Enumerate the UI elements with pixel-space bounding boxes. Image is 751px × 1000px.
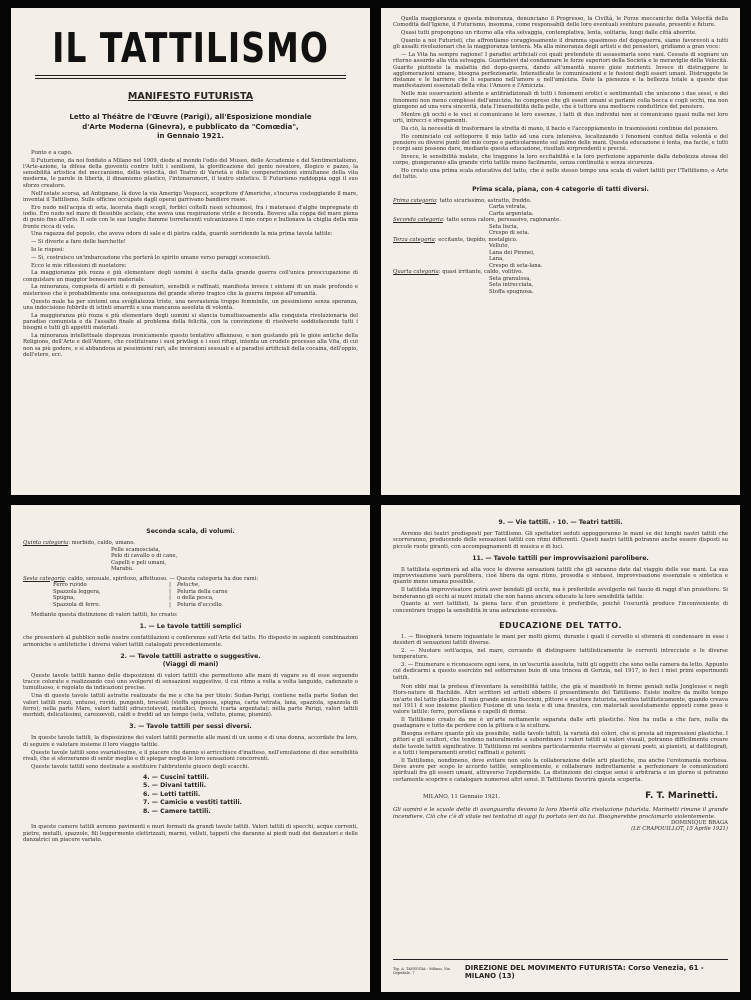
footnote-quote: Gli uomini e le scuole dette di avanguardia devono la loro libertà alla rivoluzione futurista. Marinetti rimane il grande incendiere. Ciò che c'è di vitale nei tentativi di oggi fu portato ieri da lui. Bisognerebbe proclamarlo violentemente. bbox=[393, 807, 728, 820]
paragraph: Bisogna evitare quanto più sia possibile, nelle tavole tattili, la varietà dei colori, che si presta ad impressioni plastiche. I pittori e gli scultori, che tendono naturalmente a subordinare i valori tattili ai valori visuali, potranno difficilmente creare delle tavole tattili significative. Il Tattilismo mi sembra particolarmente riservato ai giovani poeti, ai pianisti, ai dattilografi, e a tutti i temperamenti erotici raffinati e potenti. bbox=[393, 731, 728, 757]
section-heading: 3. — Tavole tattili per sessi diversi. bbox=[129, 723, 252, 731]
paragraph: Nelle mie osservazioni attente e antitradizionali di tutti i fenomeni erotici e sentimentali che uniscono i due sessi, e dei fenomeni non meno complessi dell'amicizia, ho compreso che gli esseri umani si parlano colla bocca e cogli occhi, ma non giungono ad una vera sincerità, data l'insensibilità della pelle, che è tuttora una mediocre conduttrice del pensiero. bbox=[393, 91, 728, 110]
section-heading: Seconda scala, di volumi. bbox=[146, 528, 235, 535]
manifesto-title: IL TATTILISMO bbox=[52, 23, 329, 72]
category-text: : tatto sicurissimo, astratto, freddo. bbox=[436, 197, 532, 204]
paragraph: Mediante questa distinzione di valori tattili, ho creato: bbox=[31, 612, 178, 618]
list-item: Carta argentata. bbox=[489, 210, 534, 217]
paragraph: Il tattilista esprimerà ad alta voce le diverse sensazioni tattili che gli saranno date dal viaggio delle sue mani. La sua improvvisazione sarà parolibera, cioè libera da ogni ritmo, prosodia e sintassi, improvvisazione essenziale e sintetica e quanto meno umana possibile. bbox=[393, 566, 728, 586]
section-heading: 2. — Tavole tattili astratte o suggestive. bbox=[120, 652, 261, 660]
list-item: Pelle scamosciata, bbox=[111, 546, 161, 553]
brace-divider: | | | | bbox=[169, 582, 171, 608]
list-item: Crespo di seta. bbox=[489, 230, 530, 237]
printer-credit: Tip. A. TAVEGGIA - Milano, Via Ospedale, 7 bbox=[393, 967, 450, 975]
quote: Io le risposi: bbox=[31, 246, 65, 253]
paragraph: La minoranza, composta di artisti e di pensatori, sensibili e raffinati, manifesta invece i sintomi di un male profondo e misterioso che è probabilmente una conseguenza del grande sforzo tragico che la guerra impose all'umanità. bbox=[23, 284, 358, 297]
list-item: Crespo di seta-lana. bbox=[489, 262, 543, 269]
paragraph: Il Tattilismo creato da me è un'arte nettamente separata dalle arti plastiche. Non ha nulla a che fare, nulla da guadagnare e tutto da perdere con la pittura o la scultura. bbox=[393, 717, 728, 730]
list-item: Stoffa spugnosa. bbox=[489, 288, 534, 295]
category-label: Prima categoria bbox=[393, 197, 437, 204]
page-4 bbox=[381, 505, 740, 992]
category-label: Quarta categoria bbox=[393, 269, 439, 276]
paragraph: 1. — Bisognerà tenere inguantate le mani per molti giorni, durante i quali il cervello si sforzerà di condensare in esse i desideri di sensazioni tattili diverse. bbox=[393, 633, 728, 647]
paragraph: 3. — Enumerare e riconoscere ogni sera, in un'oscurità assoluta, tutti gli oggetti che sono nella camera da letto. Appunto col dedicarmi a questo esercizio nel sotterraneo buio di una trincea di Gorizia, nel 1917, io feci i miei primi esperimenti tattili. bbox=[393, 662, 728, 681]
list-item: Peluche, bbox=[177, 582, 200, 588]
list-item: Seta liscia, bbox=[489, 223, 519, 230]
list-item: Ferro ruvido bbox=[53, 582, 87, 588]
category-label: Quinta categoria bbox=[23, 540, 69, 546]
footnote-source: (LE CRAPOUILLOT, 15 Aprile 1921) bbox=[631, 826, 728, 833]
paragraph: 2. — Nuotare sott'acqua, nel mare, cercando di distinguere tattilisticamente le correnti intrecciate e le diverse temperature. bbox=[393, 648, 728, 661]
list-item: Lana, bbox=[489, 256, 504, 263]
list-item: Seta intrecciata, bbox=[489, 282, 534, 289]
category-5-items bbox=[23, 547, 358, 573]
paragraph: Queste tavole tattili sono svariatissime, e il piacere che danno si arricchisce d'inatteso, nell'emulazione di due sensibilità rivali, che si sforzeranno di sentir meglio e di spiegar meglio le loro sensazioni concorrenti. bbox=[23, 749, 358, 762]
publication-line-1: Letto al Théâtre de l'Œuvre (Parigi), all'Esposizione mondiale bbox=[69, 113, 312, 121]
paragraph: Il Futurismo, da noi fondato a Milano nel 1909, diede al mondo l'odio del Museo, delle Accademie e del Sentimentalismo, l'Arte-azione, la difesa della gioventù contro tutti i senilismi, la glorificazione del genio novatore, illogico e pazzo, la sensibilità artistica del meccanismo, della velocità, del Teatro di Varietà e delle compenetrazioni simultanee della vita moderna, le parole in libertà, il dinamismo plastico, l'intonarumori, il teatro sintetico. Il Futurismo raddoppia oggi il suo sforzo creatore. bbox=[23, 157, 358, 189]
category-label: Seconda categoria bbox=[393, 217, 443, 224]
category-3-items bbox=[393, 243, 728, 269]
list-item: Spazzola leggera, bbox=[53, 588, 101, 595]
branch-left bbox=[53, 582, 163, 608]
paragraph: In queste tavole tattili, la disposizione dei valori tattili permette alle mani di un uomo e di una donna, accordate fra loro, di seguire e valutare insieme il loro viaggio tattile. bbox=[23, 735, 358, 748]
quote: — Si diverte a fare delle barchette! bbox=[31, 239, 126, 246]
category-label: Terza categoria bbox=[393, 236, 435, 243]
signature-date: MILANO, 11 Gennaio 1921. bbox=[423, 794, 501, 800]
list-item: 4. — Cuscini tattili. bbox=[143, 773, 210, 781]
publication-line-3: in Gennaio 1921. bbox=[157, 132, 224, 141]
page-3 bbox=[11, 505, 370, 992]
paragraph: La maggioranza più rozza e più elementare degli uomini si slancia tumultuosamente alla conquista rivoluzionaria del paradiso comunista e dà l'assalto finale al problema della felicità, con la convinzione di risolverlo soddisfacendo tutti i bisogni e tutti gli appetiti materiali. bbox=[23, 312, 358, 332]
list-item: Capelli e peli umani, bbox=[111, 559, 167, 566]
list-item: Marabù. bbox=[111, 566, 134, 572]
paragraph: Una di queste tavole tattili astratte realizzate da me e che ha per titolo: Sudan-Parigi, contiene nella parte Sudan dei valori tattili rozzi, untuosi, ruvidi, pungenti, bruciati (stoffa spugnosa, spugna, carta vetrata, lana, spazzola, spazzola di ferro); nella parte Mare, valori tattili sdrucciolevoli, metallici, freschi (carta argentata); nella parte Parigi, valori tattili morbidi, delicatissimi, carezzevoli, caldi e freddi ad un tempo (seta, velluto, piume, piumini). bbox=[23, 693, 358, 719]
movement-address: DIREZIONE DEL MOVIMENTO FUTURISTA: Corso Venezia, 61 - MILANO (13) bbox=[464, 964, 704, 980]
paragraph: Ho creato una prima scala educativa del tatto, che è nello stesso tempo una scala di valori tattili per l'Tattilismo, o Arte del tatto. bbox=[393, 168, 728, 181]
education-heading: EDUCAZIONE DEL TATTO. bbox=[499, 620, 622, 630]
list-item: Spugna, bbox=[53, 595, 76, 601]
paragraph: Il tattilista improvvisatore potrà aver bendati gli occhi, ma è preferibile avvolgerlo nel fascio di raggi d'un proiettore. Si benderanno gli occhi ai nuovi iniziati che non hanno ancora educato la loro sensibilità tattile. bbox=[393, 587, 728, 600]
list-item: 6. — Letti tattili. bbox=[143, 790, 201, 798]
category-text: : morbido, caldo, umano. bbox=[68, 540, 135, 546]
manifesto-subtitle: MANIFESTO FUTURISTA bbox=[127, 91, 254, 102]
paragraph: Ecco le mie riflessioni di nuotatore: bbox=[31, 262, 127, 269]
list-item: 5. — Divani tattili. bbox=[143, 782, 207, 790]
list-item: Seta granulosa, bbox=[489, 275, 532, 282]
title-rule bbox=[35, 75, 346, 76]
paragraph: Quanto a noi Futuristi, che affrontiamo coraggiosamente il dramma spasimoso del dopoguerra, siamo favorevoli a tutti gli assalti rivoluzionari che la maggioranza tenterà. Ma alla minoranza degli artisti e dei pensatori, gridiamo a gran voce: bbox=[393, 37, 728, 51]
paragraph: Queste tavole tattili hanno delle disposizioni di valori tattili che permettono alle mani di vagare su di esse seguendo tracce colorate e realizzando così uno svolgersi di sensazioni suggestive, il cui ritmo a volta a volta languido, cadenzato o tumultuoso, è regolato da indicazioni precise. bbox=[23, 672, 358, 692]
paragraph: — La Vita ha sempre ragione! I paradisi artificiali coi quali pretendete di assassinarla sono vani. Cessate di sognare un ritorno assurdo alla vita selvaggia. Guardatevi dal condannare le forze superiori della Società e le meraviglie della Velocità. Guarite piuttosto la malattia del dopo-guerra, dando all'umanità nuove gioie nutrienti. Invece di distruggere le agglomerazioni umane, bisogna perfezionarle. Intensificate le comunicazioni e le fusioni degli esseri umani. Distruggete le distanze e le barriere che li separano nell'amore e nell'amicizia. Date la pienezza e la bellezza totale a queste due manifestazioni essenziali della vita: l'Amore e l'Amicizia. bbox=[393, 51, 728, 90]
page-2 bbox=[381, 8, 740, 495]
signature-name: F. T. Marinetti. bbox=[645, 791, 718, 801]
footer bbox=[393, 959, 728, 980]
list-item: 7. — Camicie e vestiti tattili. bbox=[143, 799, 242, 807]
category-text: : quasi irritante, caldo, volitivo. bbox=[438, 269, 524, 276]
list-item: Peluria d'uccello. bbox=[177, 601, 224, 608]
paragraph: In queste camere tattili avremo pavimenti e muri formati da grandi tavole tattili. Valori tattili di specchi, acque correnti, pietre, metalli, spazzole, fili leggermente elettrizzati, marmi, velluti, tappeti che daranno ai piedi nudi dei danzatori e delle danzatrici un piacere variato. bbox=[23, 824, 358, 844]
publication-line-2: d'Arte Moderna (Ginevra), e pubblicato da "Comœdia", bbox=[82, 122, 299, 131]
paragraph: Avremo dei teatri predisposti per Tattilismo. Gli spettatori seduti appoggeranno le mani su dei lunghi nastri tattili che scorreranno, producendo delle sensazioni tattili con ritmi differenti. Questi nastri tattili potranno anche essere disposti su piccole ruote giranti, con accompagnamenti di musica e di luci. bbox=[393, 531, 728, 550]
category-2-items bbox=[393, 224, 728, 237]
category-1-items bbox=[393, 204, 728, 217]
paragraph: Il Tattilismo, nondimeno, deve evitare non solo la collaborazione delle arti plastiche, ma anche l'erotomania morbosa. Deve avere per scopo lo accordo tattile, semplicemente, e collaborare indirettamente a perfezionare le comunicazioni spirituali fra gli esseri umani, attraverso l'epidermide. La distinzione dei cinque sensi è arbitraria e un giorno si potranno certamente scoprire e catalogare numerosi altri sensi. Il Tattilismo favorirà questa scoperta. bbox=[393, 757, 728, 783]
section-subheading: (Viaggi di mani) bbox=[162, 660, 219, 668]
paragraph: Questo male ha per sintomi una svogliatezza triste, una nevrastenia troppo femminile, un pessimismo senza speranza, una indecisione febbrile di istinti smarriti e una mancanza assoluta di volontà. bbox=[23, 298, 358, 311]
paragraph: Una ragazza del popolo, che aveva odore di sale e di pietra calda, guardò sorridendo la mia prima tavola tattile: bbox=[31, 231, 333, 238]
section-heading: 9. — Vie tattili. - 10. — Teatri tattili. bbox=[498, 519, 623, 526]
publication-note bbox=[27, 113, 354, 142]
paragraph: Invece, le sensibilità malate, che traggono la loro eccitabilità e la loro perfezione apparente dalla debolezza stessa del corpo, giungeranno alla grande virtù tattile meno facilmente, senza continuità e senza sicurezza. bbox=[393, 153, 728, 167]
list-item: o della pesca, bbox=[177, 595, 214, 601]
branch-right bbox=[177, 582, 228, 608]
paragraph: Quanto ai veri tattilisti, la piena luce d'un proiettore è preferibile, poichè l'oscurità produce l'inconveniente di concentrare troppo la sensibilità in una astrazione eccessiva. bbox=[393, 601, 728, 614]
page-1 bbox=[11, 8, 370, 495]
list-item: 8. — Camere tattili. bbox=[143, 807, 211, 815]
list-item: Pelo di cavallo o di cane, bbox=[111, 553, 178, 559]
category-4-items bbox=[393, 276, 728, 296]
section-heading: 11. — Tavole tattili per improvvisazioni parolibere. bbox=[472, 554, 649, 562]
category-text: : tatto senza calore, persuasivo, ragionante. bbox=[442, 217, 561, 224]
paragraph: Non ebbi mai la pretesa d'inventare la sensibilità tattile, che già si manifestò in forme geniali nella Jongleuse e negli Hors-nature di Rachilde. Altri scrittori ed artisti ebbero il presentimento del Tattilismo. Esiste inoltre da molto tempo un'arte del tatto plastico. Il mio grande amico Boccioni, pittore e scultore futurista, sentiva tattilisticamente, quando creava nel 1911 il suo insieme plastico Fusione di una testa e di una finestra, con materiali assolutamente opposti come peso e valore tattile: ferro, porcellana e capelli di donna. bbox=[393, 684, 728, 716]
paragraph: Punto e a capo. bbox=[31, 149, 73, 156]
footnote-author: DOMINIQUE BRAGA bbox=[671, 820, 728, 826]
list-item: Carta vetrata, bbox=[489, 204, 527, 211]
paragraph: Queste tavole tattili sono destinate a sostituire l'abbrutente giuoco degli scacchi. bbox=[31, 763, 250, 770]
paragraph: Quella maggioranza e questa minoranza, denunciano il Progresso, la Civiltà, le Forze meccaniche della Velocità della Comodità dell'Igiene, il Futurismo, insomma, come responsabili delle loro eventuali sventure passate, presenti e future. bbox=[393, 16, 728, 29]
paragraph: Mentre gli occhi e le voci si comunicano le loro essenze, i tatti di due individui non si comunicano quasi nulla nei loro urti, intrecci e sfregamenti. bbox=[393, 111, 728, 124]
list-item: Lana dei Pirenei, bbox=[489, 249, 535, 256]
section-heading: Prima scala, piana, con 4 categorie di tatti diversi. bbox=[472, 185, 649, 193]
paragraph: Quasi tutti propongono un ritorno alla vita selvaggia, contemplativa, lenta, solitaria, lungi dalle città aborrite. bbox=[401, 30, 697, 37]
list-item: Peluria della carne bbox=[177, 588, 228, 595]
paragraph: Ero nudo nell'acqua di seta, lacerata dagli scogli, forbici coltelli rasoi schiumosi, fra i materassi d'alghe impregnate di iodio. Ero nudo nel mare di flessibile acciaio, che aveva una respirazione virile e feconda. Bevevo alla coppa del mare piena di genio fino all'orlo. Il sole con le sue lunghe fiamme torrefacenti vulcanizzava il mio corpo e bullonava la chiglia della mia fronte ricca di vele. bbox=[23, 204, 358, 230]
signature-row bbox=[423, 791, 718, 801]
paragraph: Nell'estate scorsa, ad Antignano, là dove la via Amerigo Vespucci, scopritore d'Americhe, s'incurva costeggiando il mare, inventai il Tattilismo. Sulle officine occupate dagli operai garrivano bandiere rosse. bbox=[23, 190, 358, 203]
paragraph: Ho cominciato col sottoporre il mio tatto ad una cura intensiva, localizzando i fenomeni confusi della volontà e del pensiero su diversi punti del mio corpo e particolarmente sul palmo delle mani. Questa educazione è lenta, ma facile, e tutti i corpi sani possono dare, mediante questa educazione, risultati sorprendenti e precisi. bbox=[393, 133, 728, 153]
paragraph: La minoranza intellettuale disprezza ironicamente questo tentativo affannoso, e non gustando più le gioie antiche della Religione, dell'Arte e dell'Amore, che costituivano i suoi privilegi e i suoi rifugi, intenta un crudele processo alla Vita, di cui non sa più godere, e si abbandona ai pessimismi rari, alle inversioni sessuali e ai paradisi artificiali della cocaina, dell'oppio, dell'etere, ecc. bbox=[23, 333, 358, 358]
paragraph: La maggioranza più rozza e più elementare degli uomini è uscita dalla grande guerra coll'unica preoccupazione di conquistare un maggior benessere materiale. bbox=[23, 270, 358, 283]
list-item: Velluto, bbox=[489, 243, 510, 250]
category-text: : caldo, sensuale, spiritoso, affettuoso. — Questa categoria ha due rami: bbox=[64, 575, 259, 582]
title-rule-2 bbox=[35, 78, 346, 79]
paragraph: che presenterò al pubblico nelle nostre contattilazioni o conferenze sull'Arte del tatto. Ho disposto in sapienti combinazioni armoniche o antitetiche i diversi valori tattili catalogati precedentemente. bbox=[23, 635, 358, 648]
list-item: Spazzola di ferro. bbox=[53, 601, 101, 608]
category-text: : eccitante, tiepido, nostalgico. bbox=[434, 236, 518, 243]
category-6-branches bbox=[23, 582, 358, 608]
paragraph: Da ciò, la necessità di trasformare la stretta di mano, il bacio e l'accoppiamento in trasmissioni continue del pensiero. bbox=[401, 125, 719, 132]
section-heading: 1. — Le tavole tattili semplici bbox=[139, 623, 242, 631]
quote: — Sì, costruisco un'imbarcazione che porterà lo spirito umano verso paraggi sconosciuti. bbox=[31, 254, 271, 261]
tactile-objects-list bbox=[23, 774, 358, 817]
category-label: Sesta categoria bbox=[23, 575, 65, 582]
